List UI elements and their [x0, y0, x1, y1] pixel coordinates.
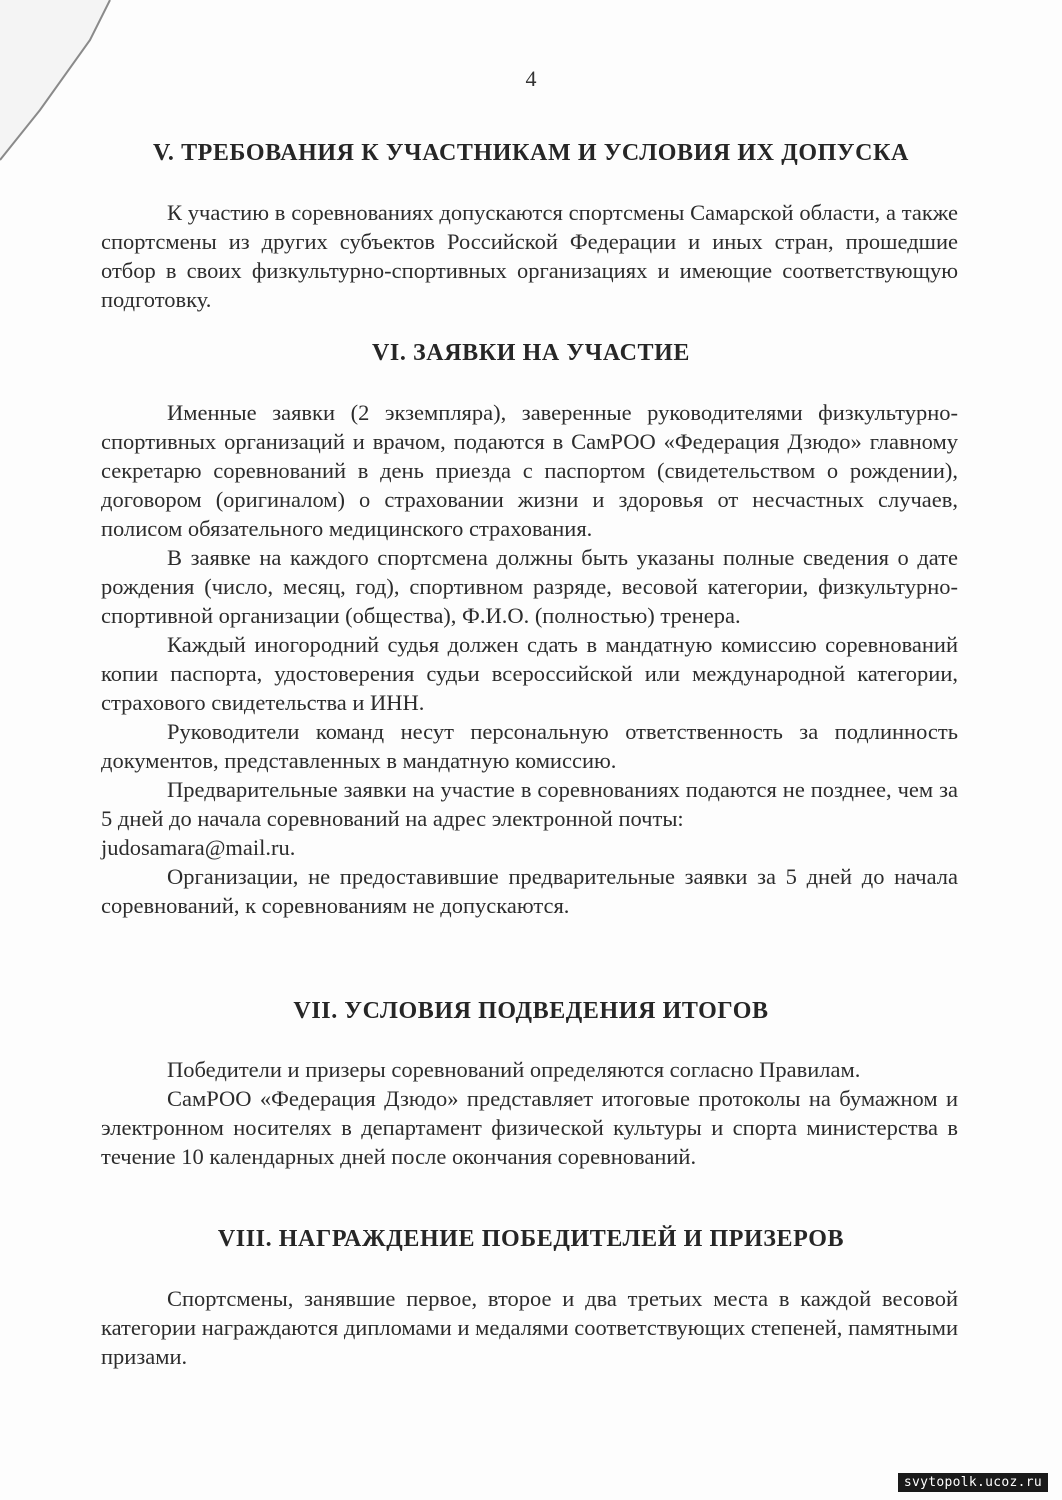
section-7-heading: VII. УСЛОВИЯ ПОДВЕДЕНИЯ ИТОГОВ — [293, 998, 769, 1024]
section-6-paragraph-4: Руководители команд несут персональную ответственность за подлинность документов, представленных в мандатную комиссию. — [101, 719, 958, 773]
section-5-heading: V. ТРЕБОВАНИЯ К УЧАСТНИКАМ И УСЛОВИЯ ИХ ДОПУСКА — [153, 140, 909, 166]
section-8-body — [101, 1284, 958, 1371]
site-watermark: svytopolk.ucoz.ru — [898, 1473, 1048, 1492]
section-8-heading: VIII. НАГРАЖДЕНИЕ ПОБЕДИТЕЛЕЙ И ПРИЗЕРОВ — [217, 1226, 845, 1252]
section-8-paragraph-1: Спортсмены, занявшие первое, второе и два третьих места в каждой весовой категории награждаются дипломами и медалями соответствующих степеней, памятными призами. — [101, 1286, 958, 1369]
section-7-paragraph-2: СамРОО «Федерация Дзюдо» представляет итоговые протоколы на бумажном и электронном носителях в департамент физической культуры и спорта министерства в течение 10 календарных дней после окончания соревнований. — [101, 1086, 958, 1169]
section-6-paragraph-7: Организации, не предоставившие предварительные заявки за 5 дней до начала соревнований, к соревнованиям не допускаются. — [101, 864, 958, 918]
section-6-body — [101, 398, 958, 920]
section-6-paragraph-2: В заявке на каждого спортсмена должны быть указаны полные сведения о дате рождения (число, месяц, год), спортивном разряде, весовой категории, физкультурно-спортивной организации (общества), Ф.И.О. (полностью) тренера. — [101, 545, 958, 628]
section-7-paragraph-1: Победители и призеры соревнований определяются согласно Правилам. — [167, 1057, 861, 1082]
section-5-paragraph-1: К участию в соревнованиях допускаются спортсмены Самарской области, а также спортсмены из других субъектов Российской Федерации и иных стран, прошедшие отбор в своих физкультурно-спортивных организациях и имеющие соответствующую подготовку. — [101, 200, 958, 312]
email-address: judosamara@mail.ru. — [101, 835, 296, 860]
section-6-paragraph-5: Предварительные заявки на участие в соревнованиях подаются не позднее, чем за 5 дней до начала соревнований на адрес электронной почты: — [101, 777, 958, 831]
section-6-paragraph-3: Каждый иногородний судья должен сдать в мандатную комиссию соревнований копии паспорта, удостоверения судьи всероссийской или международной категории, страхового свидетельства и ИНН. — [101, 632, 958, 715]
section-6-paragraph-1: Именные заявки (2 экземпляра), заверенные руководителями физкультурно-спортивных организаций и врачом, подаются в СамРОО «Федерация Дзюдо» главному секретарю соревнований в день приезда с паспортом (свидетельством о рождении), договором (оригиналом) о страховании жизни и здоровья от несчастных случаев, полисом обязательного медицинского страхования. — [101, 400, 958, 541]
section-5-body — [101, 198, 958, 314]
page-number: 4 — [525, 66, 537, 91]
section-7-body — [101, 1055, 958, 1171]
section-6-heading: VI. ЗАЯВКИ НА УЧАСТИЕ — [371, 340, 691, 366]
